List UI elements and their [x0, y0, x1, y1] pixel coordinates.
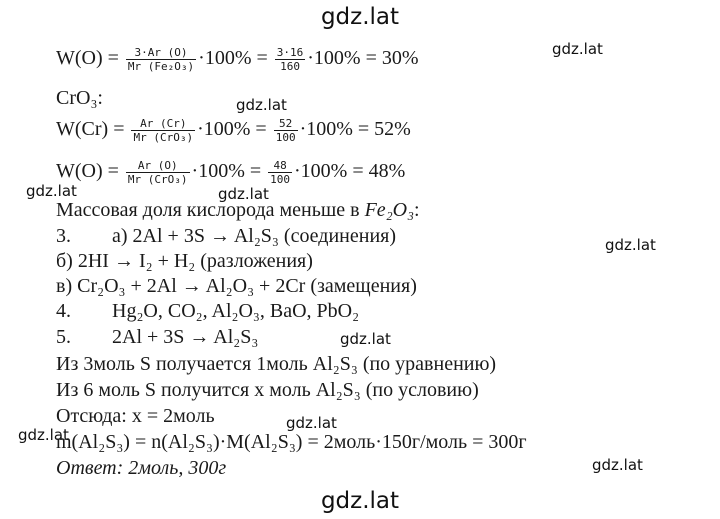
item-3c: в) Cr₂O₃ + 2Al → Al₂O₃ + 2Cr (замещения)	[56, 275, 417, 297]
fraction: $\frac{3\cdot Ar (O)}{\text{Mr (Fe₂O₃)}}$	[127, 46, 195, 73]
formula-w-o-cro3: W(O) = $\frac{Ar (O)}{\text{Mr (CrO₃)}}$ ·100% = $\frac{48}{100}$ ·100% = 48%	[56, 159, 406, 186]
fraction: $\frac{Ar (Cr)}{\text{Mr (CrO₃)}}$	[133, 117, 194, 144]
item-4: 4. Hg₂O, CO₂, Al₂O₃, BaO, PbO₂	[56, 300, 360, 322]
fraction: $\frac{Ar (O)}{\text{Mr (CrO₃)}}$	[127, 159, 188, 186]
item-5: 5. 2Al + 3S → Al₂S₃	[56, 326, 259, 348]
watermark-side: gdz.lat	[26, 182, 77, 200]
watermark-side: gdz.lat	[552, 40, 603, 58]
watermark-side: gdz.lat	[286, 414, 337, 432]
watermark-side: gdz.lat	[236, 96, 287, 114]
watermark-side: gdz.lat	[218, 185, 269, 203]
calc-line-2: Из 6 моль S получится x моль Al₂S₃ (по условию)	[56, 379, 479, 401]
item-3a: 3. а) 2Al + 3S → Al₂S₃ (соединения)	[56, 225, 397, 247]
watermark-side: gdz.lat	[592, 456, 643, 474]
calc-line-1: Из 3моль S получается 1моль Al₂S₃ (по уравнению)	[56, 353, 497, 375]
fraction: $\frac{52}{100}$	[275, 117, 296, 144]
calc-line-4: m(Al₂S₃) = n(Al₂S₃)·M(Al₂S₃) = 2моль·150г/моль = 300г	[56, 431, 527, 453]
watermark-bottom: gdz.lat	[320, 488, 400, 514]
answer-line: Ответ: 2моль, 300г	[56, 457, 227, 479]
watermark-side: gdz.lat	[18, 426, 69, 444]
watermark-side: gdz.lat	[605, 236, 656, 254]
watermark-side: gdz.lat	[340, 330, 391, 348]
fraction: $\frac{48}{100}$	[270, 159, 291, 186]
item-3b: б) 2HI → I₂ + H₂ (разложения)	[56, 250, 313, 272]
formula-w-cr: W(Cr) = $\frac{Ar (Cr)}{\text{Mr (CrO₃)}}$ ·100% = $\frac{52}{100}$ ·100% = 52%	[56, 117, 411, 144]
fraction: $\frac{3\cdot 16}{160}$	[276, 46, 304, 73]
calc-line-3: Отсюда: x = 2моль	[56, 405, 215, 427]
cro3-label: CrO₃:	[56, 87, 103, 109]
conclusion-line: Массовая доля кислорода меньше в Fe₂O₃:	[56, 199, 420, 221]
watermark-top: gdz.lat	[320, 4, 400, 30]
formula-w-o-fe2o3: W(O) = $\frac{3\cdot Ar (O)}{\text{Mr (Fe₂O₃)}}$ ·100% = $\frac{3\cdot 16}{160}$ ·100% = 30%	[56, 46, 419, 73]
